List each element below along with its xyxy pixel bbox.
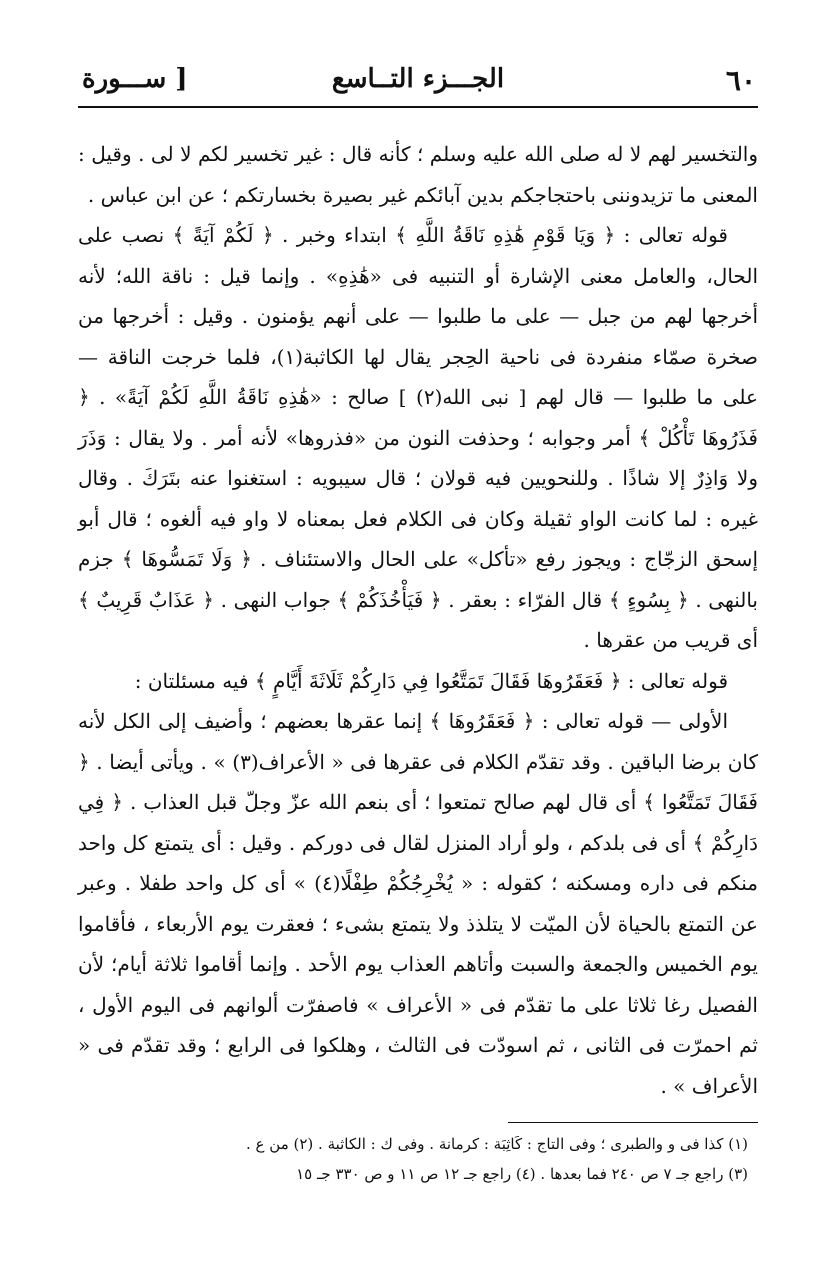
part-title: الجـــزء التــاسع — [331, 64, 505, 94]
surah-label: [ ســـورة — [82, 64, 188, 94]
book-page — [78, 56, 758, 1189]
footnote-line: (٣) راجع جـ ٧ ص ٢٤٠ فما بعدها . (٤) راجع جـ ١٢ ص ١١ و ص ٣٣٠ جـ ١٥ — [296, 1165, 748, 1183]
footnote-line: (١) كذا فى و والطبرى ؛ وفى التاج : كَاثِبَة : كرمانة . وفى ك : الكاثبة . (٢) من ع . — [246, 1135, 748, 1153]
page-number: ٦٠ — [725, 64, 756, 97]
header-rule — [78, 106, 758, 108]
page-header — [78, 56, 758, 106]
paragraph: الأولى — قوله تعالى : ﴿ فَعَقَرُوهَا ﴾ إنما عقرها بعضهم ؛ وأضيف إلى الكل لأنه كان برضا الباقين . وقد تقدّم الكلام فى عقرها فى « الأعراف(٣) » . ويأتى أيضا . ﴿ فَقَالَ تَمَتَّعُوا ﴾ أى قال لهم صالح تمتعوا ؛ أى بنعم الله عزّ وجلّ قبل العذاب . ﴿ فِي دَارِكُمْ ﴾ أى فى بلدكم ، ولو أراد المنزل لقال فى دوركم . وقيل : أى يتمتع كل واحد منكم فى داره ومسكنه ؛ كقوله : « يُخْرِجُكُمْ طِفْلًا(٤) » أى كل واحد طفلا . وعبر عن التمتع بالحياة لأن الميّت لا يتلذذ ولا يتمتع بشىء ؛ فعقرت يوم الأربعاء ، فأقاموا يوم الخميس والجمعة والسبت وأتاهم العذاب يوم الأحد . وإنما أقاموا ثلاثة أيام؛ لأن الفصيل رغا ثلاثا على ما تقدّم فى « الأعراف » فاصفرّت ألوانهم فى اليوم الأول ، ثم احمرّت فى الثانى ، ثم اسودّت فى الثالث ، وهلكوا فى الرابع ؛ وقد تقدّم فى « الأعراف » . — [78, 709, 759, 1098]
paragraph: قوله تعالى : ﴿ وَيَا قَوْمِ هَٰذِهِ نَاقَةُ اللَّهِ ﴾ ابتداء وخبر . ﴿ لَكُمْ آيَةً ﴾ نصب على الحال، والعامل معنى الإشارة أو التنبيه فى «هَٰذِهِ» . وإنما قيل : ناقة الله؛ لأنه أخرجها لهم من جبل — على ما طلبوا — على أنهم يؤمنون . وقيل : أخرجها من صخرة صمّاء منفردة فى ناحية الحِجر يقال لها الكاثبة(١)، فلما خرجت الناقة — على ما طلبوا — قال لهم [ نبى الله(٢) ] صالح : «هَٰذِهِ نَاقَةُ اللَّهِ لَكُمْ آيَةً» . ﴿ فَذَرُوهَا تَأْكُلْ ﴾ أمر وجوابه ؛ وحذفت النون من «فذروها» لأنه أمر . ولا يقال : وَذَرَ ولا وَاذِرٌ إلا شاذًا . وللنحويين فيه قولان ؛ قال سيبويه : استغنوا عنه بتَرَكَ . وقال غيره : لما كانت الواو ثقيلة وكان فى الكلام فعل بمعناه لا واو فيه ألغوه ؛ قال أبو إسحق الزجّاج : ويجوز رفع «تأكل» على الحال والاستئناف . ﴿ وَلَا تَمَسُّوهَا ﴾ جزم بالنهى . ﴿ بِسُوءٍ ﴾ قال الفرّاء : بعقر . ﴿ فَيَأْخُذَكُمْ ﴾ جواب النهى . ﴿ عَذَابٌ قَرِيبٌ ﴾ أى قريب من عقرها . — [78, 223, 758, 652]
paragraph: والتخسير لهم لا له صلى الله عليه وسلم ؛ كأنه قال : غير تخسير لكم لا لى . وقيل : المعنى ما تزيدوننى باحتجاجكم بدين آبائكم غير بصيرة بخسارتكم ؛ عن ابن عباس . — [78, 142, 758, 207]
footnotes — [78, 1129, 758, 1189]
main-text — [78, 134, 758, 1106]
paragraph: قوله تعالى : ﴿ فَعَقَرُوهَا فَقَالَ تَمَتَّعُوا فِي دَارِكُمْ ثَلَاثَةَ أَيَّامٍ ﴾ فيه مسئلتان : — [134, 668, 728, 693]
footnote-rule — [508, 1122, 758, 1123]
